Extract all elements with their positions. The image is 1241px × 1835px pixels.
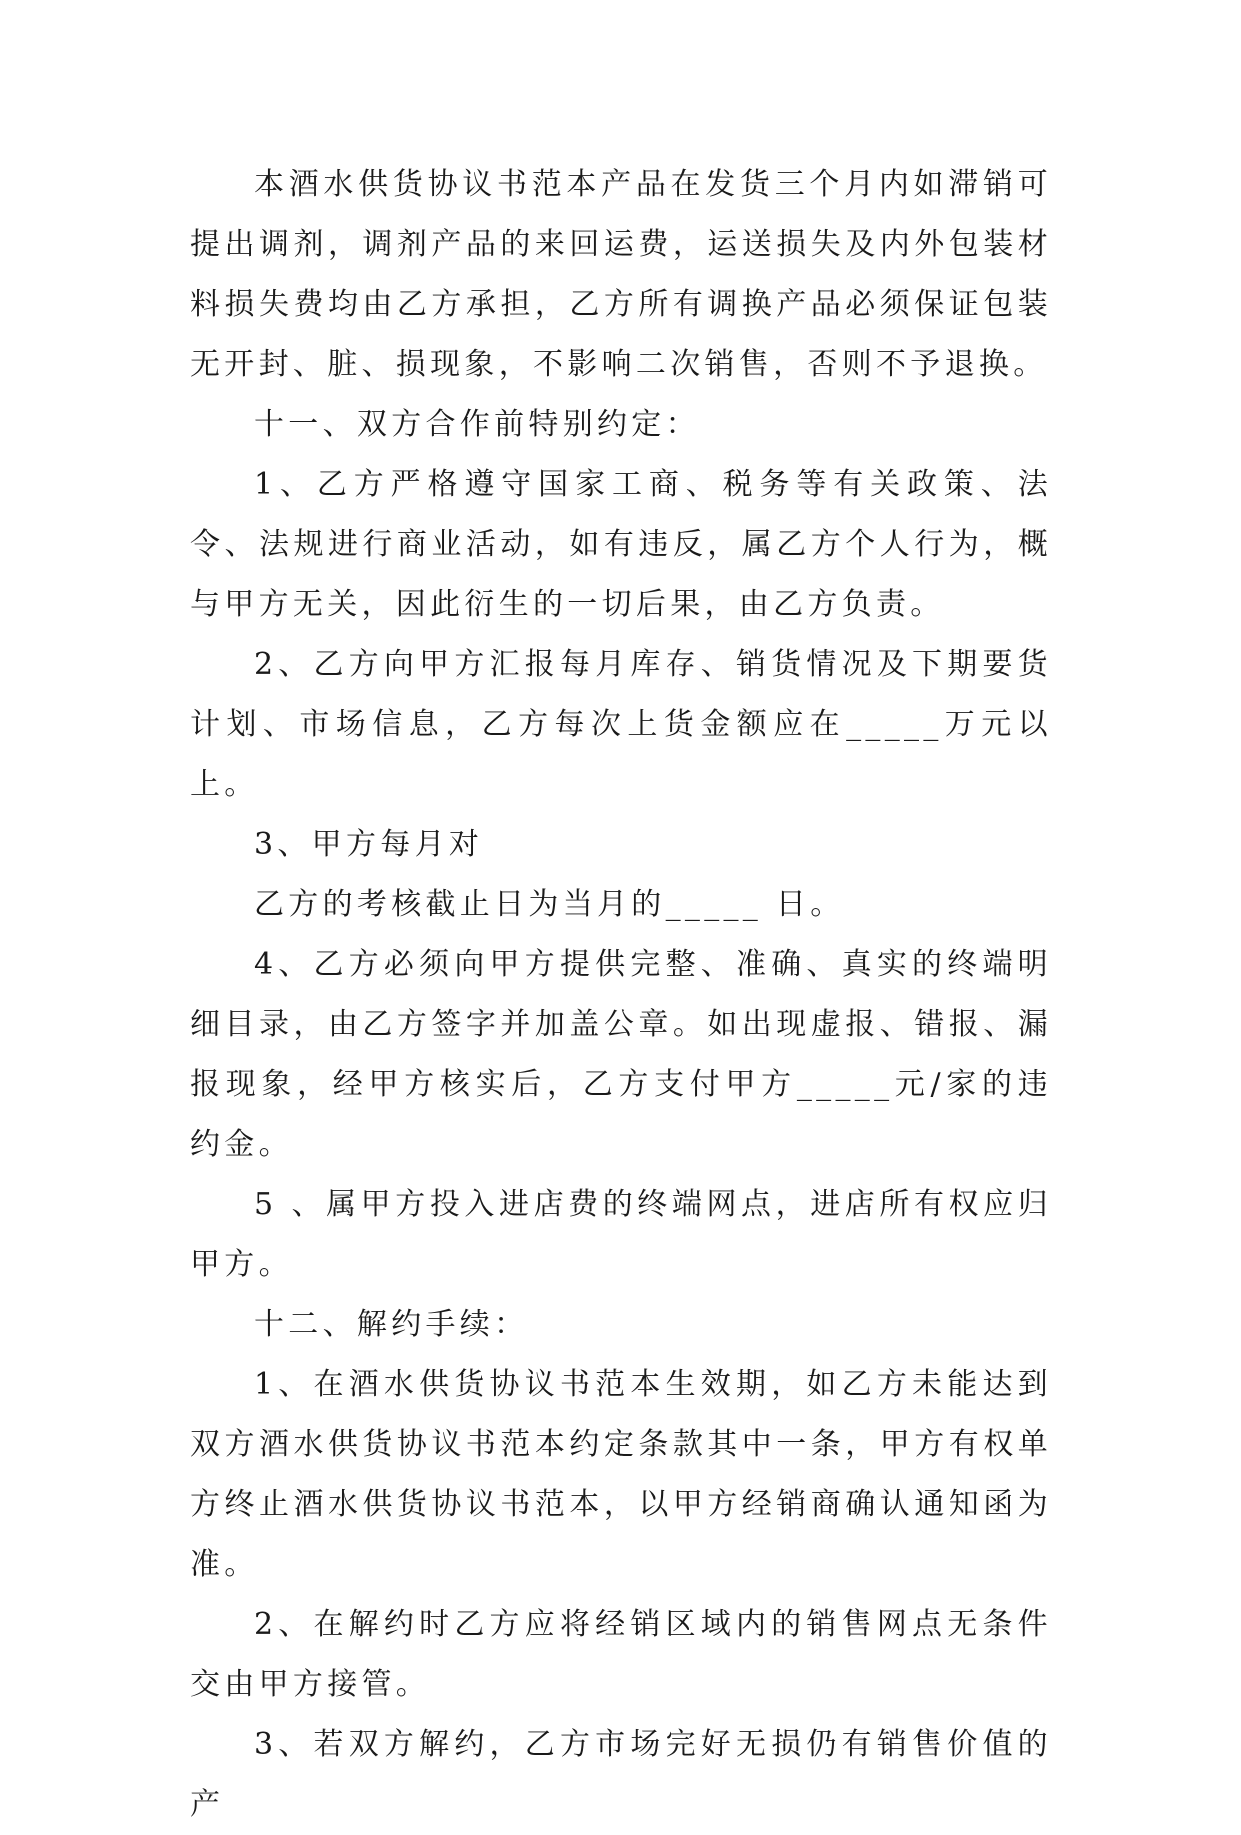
clause-11-4: 4、乙方必须向甲方提供完整、准确、真实的终端明细目录，由乙方签字并加盖公章。如出现虚报、错报、漏报现象，经甲方核实后，乙方支付甲方_____元/家的违约金。 bbox=[190, 947, 1052, 1162]
clause-12-3: 3、若双方解约，乙方市场完好无损仍有销售价值的产 bbox=[190, 1727, 1052, 1822]
clause-11-2: 2、乙方向甲方汇报每月库存、销货情况及下期要货计划、市场信息，乙方每次上货金额应在_____万元以上。 bbox=[190, 647, 1052, 802]
document-body bbox=[190, 155, 1052, 1835]
clause-11-3-part1: 3、甲方每月对 bbox=[254, 827, 484, 862]
clause-11-3-part2: 乙方的考核截止日为当月的_____ 日。 bbox=[254, 887, 845, 922]
section-heading-11: 十一、双方合作前特别约定： bbox=[254, 407, 700, 442]
clause-11-5: 5 、属甲方投入进店费的终端网点，进店所有权应归甲方。 bbox=[190, 1187, 1052, 1282]
clause-12-2: 2、在解约时乙方应将经销区域内的销售网点无条件交由甲方接管。 bbox=[190, 1607, 1052, 1702]
section-heading-12: 十二、解约手续： bbox=[254, 1307, 529, 1342]
paragraph-return-terms: 本酒水供货协议书范本产品在发货三个月内如滞销可提出调剂，调剂产品的来回运费，运送损失及内外包装材料损失费均由乙方承担，乙方所有调换产品必须保证包装无开封、脏、损现象，不影响二次销售，否则不予退换。 bbox=[190, 167, 1052, 382]
clause-11-1: 1、乙方严格遵守国家工商、税务等有关政策、法令、法规进行商业活动，如有违反，属乙方个人行为，概与甲方无关，因此衍生的一切后果，由乙方负责。 bbox=[190, 467, 1052, 622]
clause-12-1: 1、在酒水供货协议书范本生效期，如乙方未能达到双方酒水供货协议书范本约定条款其中一条，甲方有权单方终止酒水供货协议书范本，以甲方经销商确认通知函为准。 bbox=[190, 1367, 1052, 1582]
